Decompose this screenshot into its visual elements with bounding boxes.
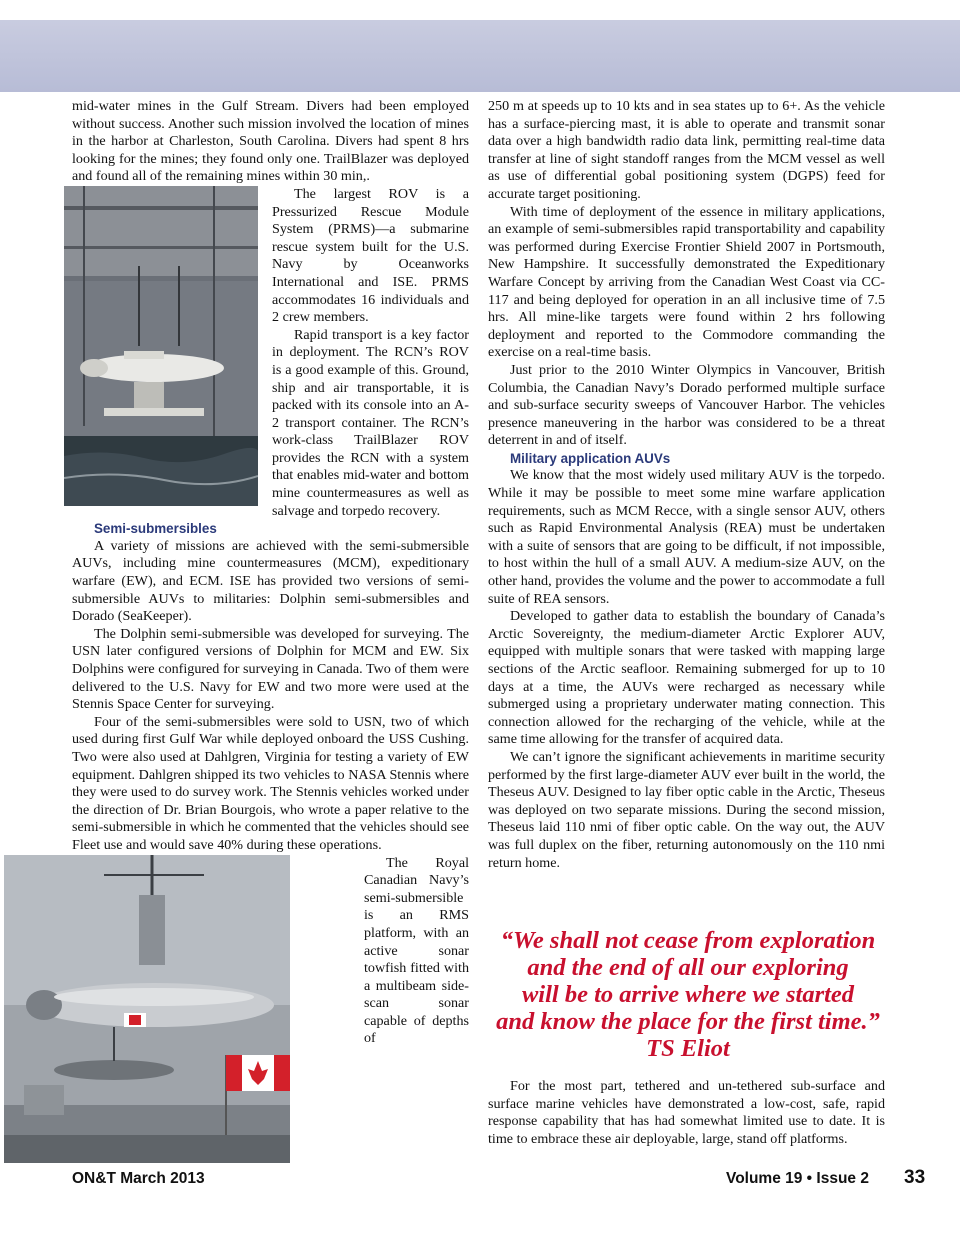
paragraph: Rapid transport is a key factor in deployment. The RCN’s ROV is a good example of this. Ground, ship and air transportable, it is packed with its console into an A-2 transport container. The RCN’s work-class TrailBlazer ROV provides the RCN with a system that enables mid-water and bottom mine countermeasures as well as salvage and torpedo recovery. (272, 326, 469, 519)
quote-author: TS Eliot (646, 1035, 730, 1062)
pull-quote (488, 927, 888, 1062)
quote-line: will be to arrive where we started (521, 981, 855, 1008)
paragraph: A variety of missions are achieved with the semi-submersible AUVs, including mine countermeasures (MCM), expeditionary warfare (EW), and ECM. ISE has provided two versions of semi-submersible AUVs to militaries: Dolphin semi-submersibles and Dorado (SeaKeeper). (72, 537, 469, 625)
paragraph: With time of deployment of the essence in military applications, an example of semi-submersibles rapid transportability and capability was performed during Exercise Frontier Shield 2007 in Portsmouth, New Hampshire. It successfully demonstrated the Expeditionary Warfare Concept by arriving from the Canadian West Coast via CC-117 and being deployed for operation in an all inclusive time of 7.5 hrs. All mine-like targets were found within 2 hrs following deployment and reported to the Commodore commanding the exercise on a real-time basis. (488, 203, 885, 361)
quote-line: and the end of all our exploring (527, 954, 849, 981)
paragraph: Four of the semi-submersibles were sold to USN, two of which used during first Gulf War while deployed onboard the USS Cushing. Two were also used at Dahlgren, Virginia for testing a variety of EW equipment. Dahlgren shipped its two vehicles to NASA Stennis where they were used to do survey work. The Stennis vehicles worked under the direction of Dr. Brian Bourgois, who wrote a paper relative to the semi-submersible in which he commented that the vehicles should see Fleet use and would save 40% during these operations. (72, 713, 469, 853)
page-number: 33 (904, 1167, 926, 1188)
paragraph: Just prior to the 2010 Winter Olympics in Vancouver, British Columbia, the Canadian Navy’s Dorado performed multiple surface and sub-surface security sweeps of Vancouver Harbor. The vehicles presence maneuvering in the harbor was considered to be a threat deterrent in and of itself. (488, 361, 885, 449)
section-heading-semi-submersibles: Semi-submersibles (94, 521, 217, 537)
paragraph: The largest ROV is a Pressurized Rescue Module System (PRMS)—a submarine rescue system built for the U.S. Navy by Oceanworks International and ISE. PRMS accommodates 16 individuals and 2 crew members. (272, 185, 469, 326)
semi-submersible-photo (4, 855, 290, 1163)
paragraph: 250 m at speeds up to 10 kts and in sea states up to 6+. As the vehicle has a surface-piercing mast, it is able to operate and transmit sonar data over a high bandwidth radio data link, permitting real-time data transfer at line of sight standoff ranges from the MCM vessel as well as use of differential gobal positioning system (DGPS) feed for accurate target positioning. (488, 98, 885, 202)
footer-issue: Volume 19 • Issue 2 (726, 1170, 869, 1187)
paragraph: We know that the most widely used military AUV is the torpedo. While it may be possible to meet some mine warfare application requirements, such as MCM Recce, with a single sensor AUV, others such as Rapid Environmental Analysis (REA) must be undertaken with a suite of sensors that are going to be difficult, if not impossible, to host within the hull of a small AUV. A medium-size AUV, on the other hand, provides the volume and the power to accommodate a full suite of REA sensors. (488, 467, 885, 607)
rov-ship-image (64, 186, 258, 506)
paragraph: We can’t ignore the significant achievements in maritime security performed by the first large-diameter AUV ever built in the world, the Theseus AUV. Designed to lay fiber optic cable in the Arctic, Theseus was deployed on two separate missions. During the second mission, Theseus laid 110 nmi of fiber optic cable. On the way out, the AUV was full duplex on the fiber, returning autonomously on the 110 nmi return home. (488, 748, 885, 871)
paragraph: mid-water mines in the Gulf Stream. Divers had been employed without success. Another such mission involved the location of mines in the harbor at Charleston, South Carolina. Divers had spent 8 hrs looking for the mines; they found only one. TrailBlazer was deployed and found all of the remaining mines within 30 min,. (72, 98, 469, 185)
semi-submersible-image (4, 855, 290, 1163)
footer-publication: ON&T March 2013 (72, 1170, 205, 1187)
page-header-band (0, 0, 960, 92)
rov-photo (64, 186, 258, 506)
paragraph: Developed to gather data to establish the boundary of Canada’s Arctic Sovereignty, the medium-diameter Arctic Explorer AUV, equipped with multiple sonars that were tasked with mapping large sections of the Arctic seafloor. Remaining submerged for up to 10 days at a time, the AUVs were recharged as necessary while submerged using a proprietary underwater mating connection. This connection allowed for the recharging of the vehicle, while at the same time allowing for the transfer of acquired data. (488, 608, 885, 748)
left-column (72, 98, 469, 1167)
closing-paragraph-block (488, 1078, 885, 1148)
paragraph: For the most part, tethered and un-tethered sub-surface and surface marine vehicles have demonstrated a low-cost, safe, rapid response capability that has had somewhat limited use to date. It is time to embrace these air deployable, large, stand off platforms. (488, 1078, 885, 1147)
quote-line: and know the place for the first time.” (496, 1008, 880, 1035)
quote-line: “We shall not cease from exploration (500, 927, 876, 954)
paragraph: The Dolphin semi-submersible was developed for surveying. The USN later configured versions of Dolphin for MCM and EW. Six Dolphins were configured for surveying in Canada. Two of them were delivered to the U.S. Navy for EW and two more were used at the Stennis Space Center for surveying. (72, 625, 469, 713)
paragraph: The Royal Canadian Navy’s semi-submersible is an RMS platform, with an active sonar towfish fitted with a multibeam side-scan sonar capable of depths of (364, 854, 469, 1047)
right-column (488, 98, 885, 872)
section-heading-military-auvs: Military application AUVs (510, 450, 671, 466)
